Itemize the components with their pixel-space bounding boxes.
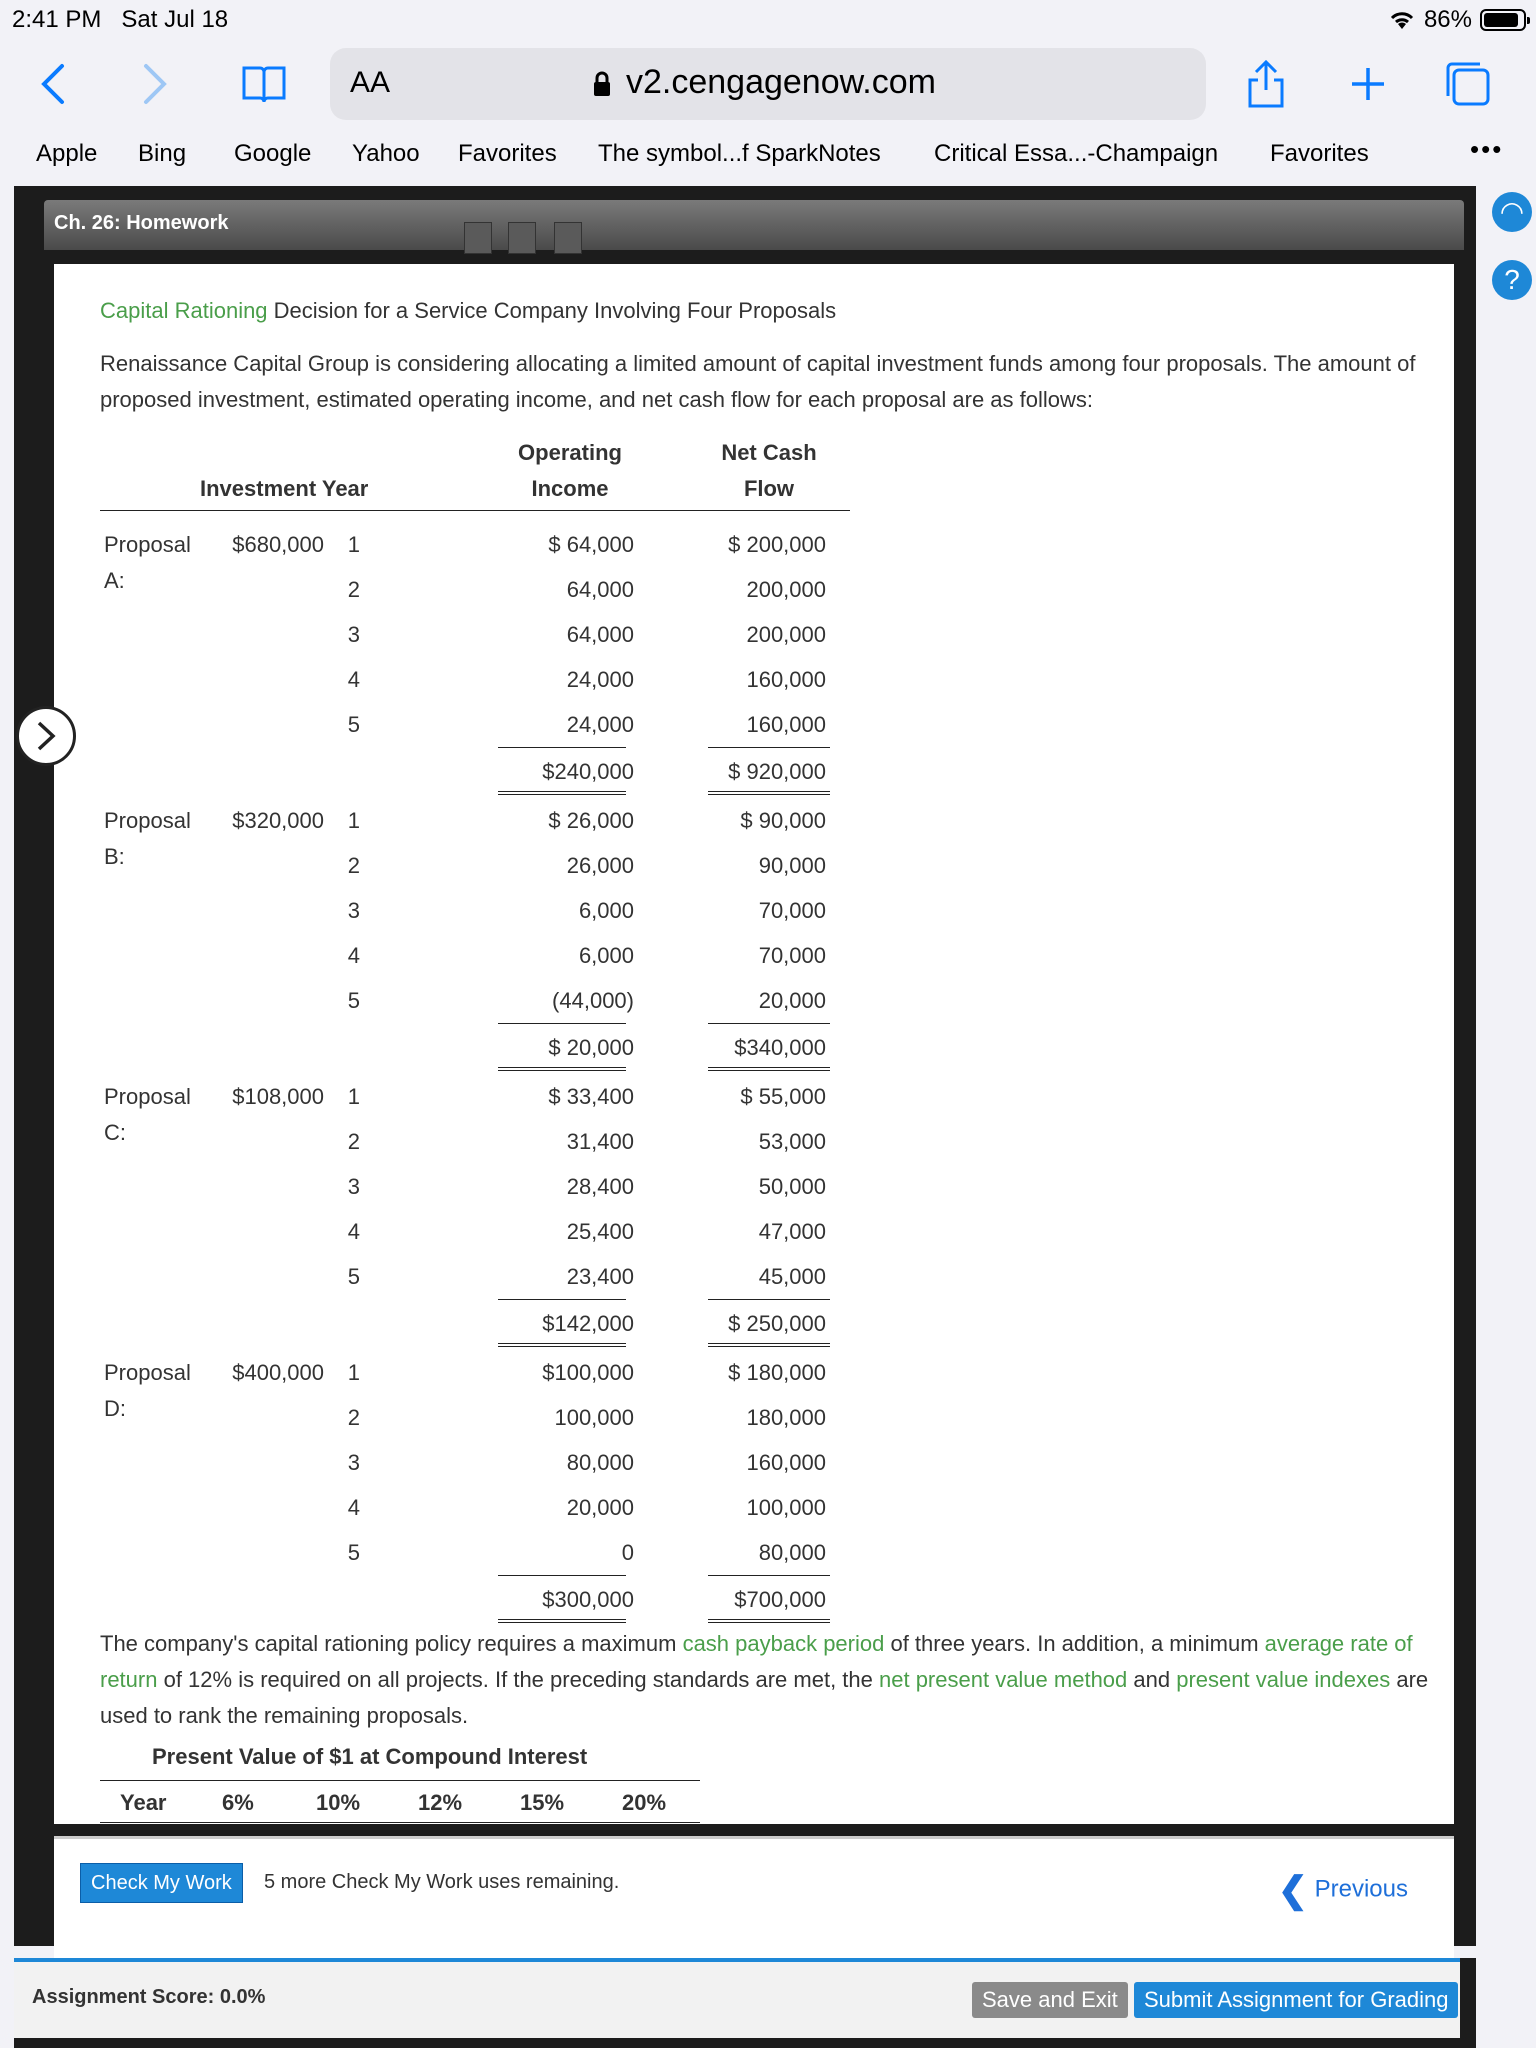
lock-icon: [592, 70, 612, 98]
income-subtotal-rule: [498, 1575, 626, 1576]
income-cell: $ 33,400: [548, 1084, 634, 1109]
income-cell: 64,000: [566, 577, 634, 602]
income-total-cell: $ 20,000: [548, 1035, 634, 1060]
proposal-investment: $680,000: [232, 532, 324, 557]
cash-cell: $ 180,000: [728, 1360, 826, 1385]
cash-cell: $ 55,000: [740, 1084, 826, 1109]
uses-remaining-text: 5 more Check My Work uses remaining.: [264, 1871, 620, 1893]
income-cell: $ 64,000: [548, 532, 634, 557]
income-cell: 24,000: [566, 712, 634, 737]
cash-subtotal-rule: [708, 1023, 830, 1024]
income-cell: 24,000: [566, 667, 634, 692]
income-cell: 26,000: [566, 853, 634, 878]
proposal-letter: A:: [104, 568, 125, 593]
cash-cell: 47,000: [758, 1219, 826, 1244]
income-cell: 31,400: [566, 1129, 634, 1154]
income-cell: 80,000: [566, 1450, 634, 1475]
header-rule: [100, 510, 850, 511]
policy-text-part: of 12% is required on all projects. If the preceding standards are met, the: [157, 1667, 879, 1692]
income-total-cell: $240,000: [542, 759, 634, 784]
proposal-letter: D:: [104, 1396, 126, 1421]
proposal-label: Proposal: [104, 808, 191, 833]
year-cell: 4: [347, 1219, 360, 1244]
income-cell: 20,000: [566, 1495, 634, 1520]
cash-total-double-rule: [708, 1067, 830, 1071]
cash-cell: 180,000: [746, 1405, 826, 1430]
proposal-letter: C:: [104, 1120, 126, 1145]
battery-status: [1388, 6, 1526, 34]
year-cell: 3: [347, 1450, 360, 1475]
year-cell: 5: [347, 1264, 360, 1289]
proposal-label: Proposal: [104, 532, 191, 557]
calculator-icon[interactable]: [508, 222, 536, 254]
pv-col-15: 15%: [520, 1790, 565, 1815]
income-subtotal-rule: [498, 1023, 626, 1024]
favorites-bar: [0, 130, 1536, 180]
help-icon[interactable]: ?: [1492, 260, 1532, 300]
tabs-icon[interactable]: [1442, 60, 1492, 108]
year-cell: 2: [347, 1129, 360, 1154]
chevron-left-icon: ❮: [1277, 1869, 1308, 1910]
problem-intro: Renaissance Capital Group is considering allocating a limited amount of capital investment funds among four proposals. The amount of proposed investment, estimated operating income, and net cash flow for each proposal are as follows:: [100, 351, 1416, 412]
expand-panel-button[interactable]: [16, 706, 76, 766]
income-cell: 23,400: [566, 1264, 634, 1289]
fav-favorites[interactable]: Favorites: [458, 140, 557, 167]
year-cell: 3: [347, 622, 360, 647]
cash-total-double-rule: [708, 1619, 830, 1623]
heading-link[interactable]: Capital Rationing: [100, 298, 268, 323]
fav-apple[interactable]: Apple: [36, 140, 98, 167]
cash-subtotal-rule: [708, 1575, 830, 1576]
income-total-double-rule: [498, 1619, 626, 1623]
policy-text-part: of three years. In addition, a minimum: [884, 1631, 1265, 1656]
policy-link[interactable]: average rate of return: [100, 1631, 1413, 1692]
year-cell: 5: [347, 712, 360, 737]
col-header-operating: Operating: [518, 440, 622, 465]
cash-cell: 70,000: [758, 943, 826, 968]
pv-col-10: 10%: [316, 1790, 361, 1815]
year-cell: 3: [347, 898, 360, 923]
cash-cell: 90,000: [758, 853, 826, 878]
cash-total-double-rule: [708, 791, 830, 795]
col-header-netcash: Net Cash: [721, 440, 817, 465]
cash-cell: 53,000: [758, 1129, 826, 1154]
cash-cell: 200,000: [746, 577, 826, 602]
pv-col-20: 20%: [622, 1790, 667, 1815]
policy-link[interactable]: net present value method: [879, 1667, 1128, 1692]
cash-total-cell: $ 250,000: [728, 1311, 826, 1336]
income-cell: 0: [621, 1540, 634, 1565]
more-icon[interactable]: •••: [1470, 134, 1504, 164]
income-total-cell: $142,000: [542, 1311, 634, 1336]
pv-table-title: Present Value of $1 at Compound Interest: [152, 1744, 588, 1769]
cash-cell: 45,000: [758, 1264, 826, 1289]
support-icon[interactable]: ◠: [1492, 192, 1532, 232]
income-cell: $ 26,000: [548, 808, 634, 833]
fav-critical-essay[interactable]: Critical Essa...-Champaign: [934, 140, 1219, 167]
proposal-investment: $108,000: [232, 1084, 324, 1109]
cash-cell: 160,000: [746, 667, 826, 692]
previous-label: Previous: [1314, 1875, 1408, 1903]
forward-icon[interactable]: [140, 62, 170, 106]
footer: [14, 1958, 1476, 2048]
income-cell: 6,000: [578, 898, 634, 923]
cash-cell: 80,000: [758, 1540, 826, 1565]
cash-cell: $ 200,000: [728, 532, 826, 557]
cash-cell: 160,000: [746, 712, 826, 737]
text-size-button[interactable]: AA: [350, 66, 391, 99]
col-header-investment-year: Investment Year: [200, 476, 369, 501]
pv-col-12: 12%: [418, 1790, 463, 1815]
cash-subtotal-rule: [708, 1299, 830, 1300]
chapter-header: [44, 200, 1464, 250]
year-cell: 5: [347, 988, 360, 1013]
assignment-score: Assignment Score: 0.0%: [32, 1986, 266, 2008]
year-cell: 2: [347, 1405, 360, 1430]
income-cell: 64,000: [566, 622, 634, 647]
policy-text-part: are used to rank the remaining proposals.: [100, 1667, 1429, 1728]
address-bar[interactable]: [330, 48, 1206, 120]
income-total-double-rule: [498, 1343, 626, 1347]
policy-text-part: and: [1127, 1667, 1177, 1692]
income-total-cell: $300,000: [542, 1587, 634, 1612]
fav-bing[interactable]: Bing: [138, 140, 187, 167]
year-cell: 4: [347, 943, 360, 968]
cash-cell: $ 90,000: [740, 808, 826, 833]
fav-favorites-2[interactable]: Favorites: [1270, 140, 1369, 167]
chevron-right-icon: [19, 709, 73, 763]
year-cell: 2: [347, 853, 360, 878]
status-bar: [0, 0, 1536, 40]
income-subtotal-rule: [498, 747, 626, 748]
question-panel: [54, 264, 1454, 1824]
chapter-title: Ch. 26: Homework: [54, 212, 229, 234]
col-header-flow: Flow: [743, 476, 795, 501]
year-cell: 4: [347, 1495, 360, 1520]
income-total-double-rule: [498, 791, 626, 795]
year-cell: 1: [347, 532, 360, 557]
proposal-label: Proposal: [104, 1360, 191, 1385]
pv-col-year: Year: [120, 1790, 167, 1815]
pv-col-6: 6%: [222, 1790, 254, 1815]
notes-icon[interactable]: [554, 222, 582, 254]
policy-text-part: The company's capital rationing policy requires a maximum: [100, 1631, 683, 1656]
cash-cell: 20,000: [758, 988, 826, 1013]
cash-cell: 200,000: [746, 622, 826, 647]
action-bar: [54, 1836, 1454, 1959]
battery-percent: 86%: [1423, 6, 1472, 33]
cash-total-double-rule: [708, 1343, 830, 1347]
cash-total-cell: $700,000: [734, 1587, 826, 1612]
year-cell: 3: [347, 1174, 360, 1199]
problem-heading: [100, 298, 836, 324]
share-icon[interactable]: [1244, 58, 1288, 110]
income-subtotal-rule: [498, 1299, 626, 1300]
proposal-letter: B:: [104, 844, 125, 869]
year-cell: 1: [347, 1084, 360, 1109]
bookmarks-icon[interactable]: [240, 64, 288, 104]
cash-cell: 50,000: [758, 1174, 826, 1199]
save-exit-button[interactable]: Save and Exit: [972, 1982, 1128, 2018]
wifi-icon: [1388, 9, 1416, 31]
new-tab-icon[interactable]: [1348, 64, 1388, 104]
income-cell: 25,400: [566, 1219, 634, 1244]
col-header-income: Income: [531, 476, 609, 501]
back-icon[interactable]: [38, 62, 68, 106]
check-my-work-button[interactable]: Check My Work: [80, 1863, 243, 1903]
battery-icon: [1480, 9, 1526, 31]
time-text: 2:41 PM: [12, 6, 102, 33]
income-cell: 6,000: [578, 943, 634, 968]
year-cell: 1: [347, 1360, 360, 1385]
pv-header-rule: [100, 1822, 700, 1823]
submit-assignment-button[interactable]: Submit Assignment for Grading: [1134, 1982, 1458, 2018]
income-cell: $100,000: [542, 1360, 634, 1385]
date-text: Sat Jul 18: [121, 6, 229, 33]
pv-top-rule: [100, 1780, 700, 1781]
fav-yahoo[interactable]: Yahoo: [352, 140, 420, 167]
income-cell: (44,000): [552, 988, 634, 1013]
proposal-label: Proposal: [104, 1084, 191, 1109]
cash-cell: 70,000: [758, 898, 826, 923]
url-text: v2.cengagenow.com: [626, 63, 936, 101]
proposal-investment: $320,000: [232, 808, 324, 833]
income-cell: 28,400: [566, 1174, 634, 1199]
year-cell: 2: [347, 577, 360, 602]
year-cell: 5: [347, 1540, 360, 1565]
income-total-double-rule: [498, 1067, 626, 1071]
cash-total-cell: $ 920,000: [728, 759, 826, 784]
cash-cell: 160,000: [746, 1450, 826, 1475]
proposal-investment: $400,000: [232, 1360, 324, 1385]
policy-text: [100, 1626, 1454, 1734]
heading-text: Decision for a Service Company Involving Four Proposals: [267, 298, 837, 323]
footer-bar: [14, 1958, 1460, 2038]
status-time: [12, 6, 228, 34]
policy-link[interactable]: cash payback period: [682, 1631, 885, 1656]
cash-total-cell: $340,000: [734, 1035, 826, 1060]
cash-cell: 100,000: [746, 1495, 826, 1520]
fav-sparknotes[interactable]: The symbol...f SparkNotes: [598, 140, 881, 167]
year-cell: 4: [347, 667, 360, 692]
assignment-frame: [14, 186, 1476, 1946]
previous-button[interactable]: [1278, 1869, 1408, 1911]
cash-subtotal-rule: [708, 747, 830, 748]
ebook-icon[interactable]: [464, 222, 492, 254]
year-cell: 1: [347, 808, 360, 833]
policy-link[interactable]: present value indexes: [1176, 1667, 1391, 1692]
fav-google[interactable]: Google: [234, 140, 312, 167]
income-cell: 100,000: [554, 1405, 634, 1430]
